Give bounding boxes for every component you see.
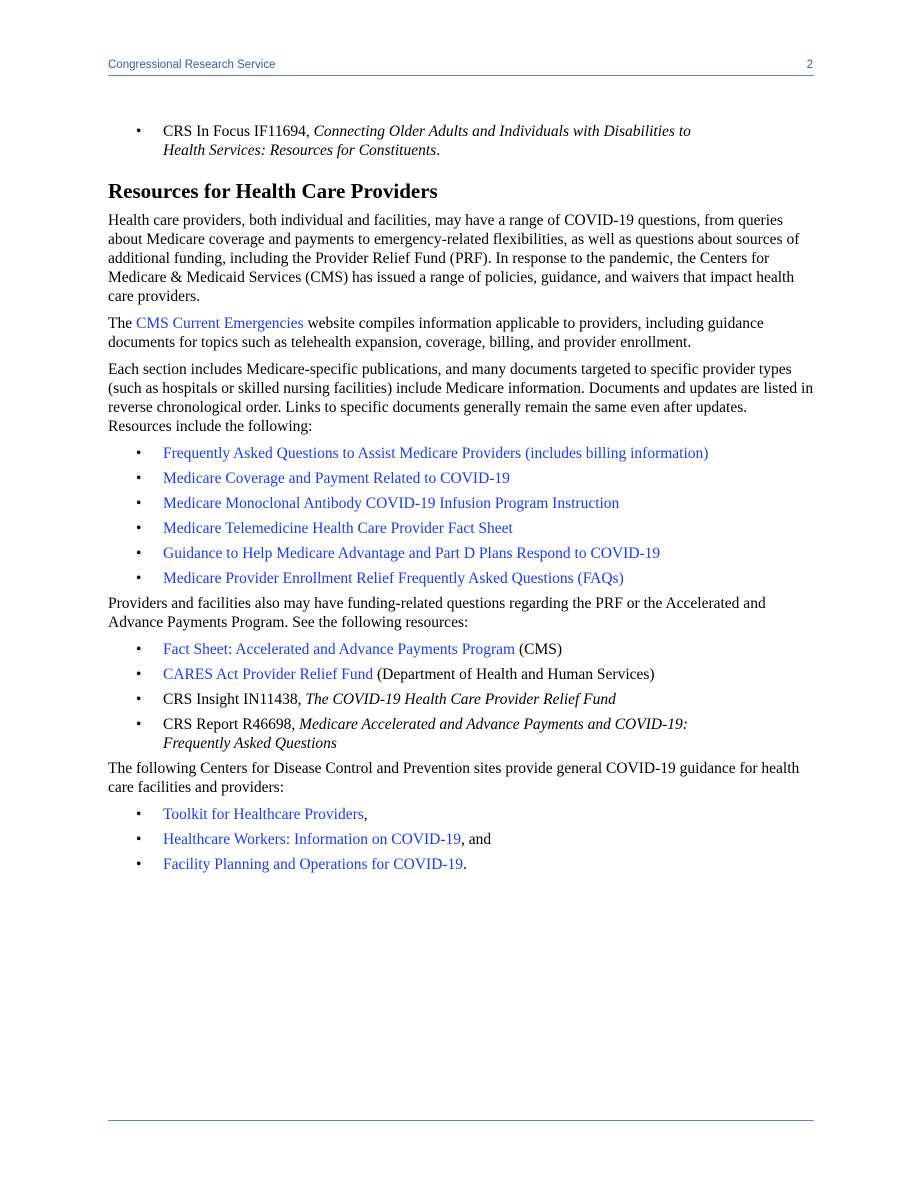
resource-source: (CMS) xyxy=(515,641,563,658)
bullet-icon: • xyxy=(136,570,142,587)
list-item xyxy=(108,855,814,874)
footer-divider xyxy=(108,1120,814,1121)
resource-link[interactable]: Medicare Coverage and Payment Related to COVID-19 xyxy=(163,470,510,487)
list-punctuation: , and xyxy=(461,831,492,848)
medicare-resources-list xyxy=(108,444,814,588)
page-number: 2 xyxy=(806,59,813,71)
list-item xyxy=(108,122,814,160)
list-item xyxy=(108,544,814,563)
paragraph-sections: Each section includes Medicare-specific publications, and many documents targeted to specific provider types (such as hospitals or skilled nursing facilities) include Medicare information. Documents and updates are listed in reverse chronological order. Links to specific documents generally remain the same even after updates. Resources include the following: xyxy=(108,361,814,435)
resource-link[interactable]: Medicare Monoclonal Antibody COVID-19 Infusion Program Instruction xyxy=(163,495,620,512)
resource-link[interactable]: Medicare Telemedicine Health Care Provider Fact Sheet xyxy=(163,520,513,537)
para2-pre: The xyxy=(108,315,136,332)
crs-insight-title: The COVID-19 Health Care Provider Relief Fund xyxy=(305,691,616,708)
resource-source: (Department of Health and Human Services) xyxy=(373,666,655,683)
bullet-icon: • xyxy=(136,831,142,848)
funding-resources-list xyxy=(108,640,814,753)
bullet-icon: • xyxy=(136,806,142,823)
resource-link[interactable]: Facility Planning and Operations for COVID-19 xyxy=(163,856,464,873)
list-item xyxy=(108,805,814,824)
resource-link[interactable]: Toolkit for Healthcare Providers xyxy=(163,806,364,823)
paragraph-cms xyxy=(108,314,814,352)
list-item xyxy=(108,640,814,659)
resource-link[interactable]: Fact Sheet: Accelerated and Advance Payments Program xyxy=(163,641,516,658)
list-item xyxy=(108,715,814,753)
bullet-icon: • xyxy=(136,641,142,658)
list-item xyxy=(108,494,814,513)
resource-link[interactable]: CARES Act Provider Relief Fund xyxy=(163,666,374,683)
bullet-icon: • xyxy=(136,123,142,140)
running-header xyxy=(108,58,814,76)
bullet-icon: • xyxy=(136,691,142,708)
list-item xyxy=(108,519,814,538)
bullet-icon: • xyxy=(136,716,142,733)
intro-prefix: CRS In Focus IF11694, xyxy=(163,123,314,140)
bullet-icon: • xyxy=(136,666,142,683)
resource-link[interactable]: Frequently Asked Questions to Assist Medicare Providers (includes billing information) xyxy=(163,445,709,462)
intro-suffix: . xyxy=(436,142,441,159)
cms-current-emergencies-link[interactable]: CMS Current Emergencies xyxy=(135,315,304,332)
crs-report-title: Medicare Accelerated and Advance Payments and COVID-19: Frequently Asked Questions xyxy=(163,716,688,752)
intro-title: Connecting Older Adults and Individuals with Disabilities to Health Services: Resources for Constituents xyxy=(163,123,691,159)
list-item xyxy=(108,830,814,849)
document-body xyxy=(108,122,814,880)
list-item xyxy=(108,469,814,488)
cdc-resources-list xyxy=(108,805,814,874)
list-punctuation: . xyxy=(463,856,467,873)
list-item xyxy=(108,569,814,588)
bullet-icon: • xyxy=(136,856,142,873)
list-item xyxy=(108,444,814,463)
list-punctuation: , xyxy=(363,806,368,823)
crs-report-prefix: CRS Report R46698, xyxy=(163,716,300,733)
bullet-icon: • xyxy=(136,545,142,562)
list-item xyxy=(108,690,814,709)
list-item xyxy=(108,665,814,684)
bullet-icon: • xyxy=(136,470,142,487)
intro-list xyxy=(108,122,814,160)
para2-post: website compiles information applicable to providers, including guidance documents for topics such as telehealth expansion, coverage, billing, and provider enrollment. xyxy=(108,315,764,351)
paragraph-overview: Health care providers, both individual and facilities, may have a range of COVID-19 questions, from queries about Medicare coverage and payments to emergency-related flexibilities, as well as questions about sources of additional funding, including the Provider Relief Fund (PRF). In response to the pandemic, the Centers for Medicare & Medicaid Services (CMS) has issued a range of policies, guidance, and waivers that impact health care providers. xyxy=(108,212,800,305)
resource-link[interactable]: Medicare Provider Enrollment Relief Frequently Asked Questions (FAQs) xyxy=(163,570,624,587)
header-org-name: Congressional Research Service xyxy=(108,59,276,71)
bullet-icon: • xyxy=(136,445,142,462)
bullet-icon: • xyxy=(136,520,142,537)
section-heading: Resources for Health Care Providers xyxy=(108,179,438,203)
resource-link[interactable]: Healthcare Workers: Information on COVID-19 xyxy=(163,831,462,848)
resource-link[interactable]: Guidance to Help Medicare Advantage and Part D Plans Respond to COVID-19 xyxy=(163,545,661,562)
crs-insight-prefix: CRS Insight IN11438, xyxy=(163,691,306,708)
bullet-icon: • xyxy=(136,495,142,512)
paragraph-cdc: The following Centers for Disease Control and Prevention sites provide general COVID-19 guidance for health care facilities and providers: xyxy=(108,760,800,796)
paragraph-funding: Providers and facilities also may have funding-related questions regarding the PRF or the Accelerated and Advance Payments Program. See the following resources: xyxy=(108,595,766,631)
